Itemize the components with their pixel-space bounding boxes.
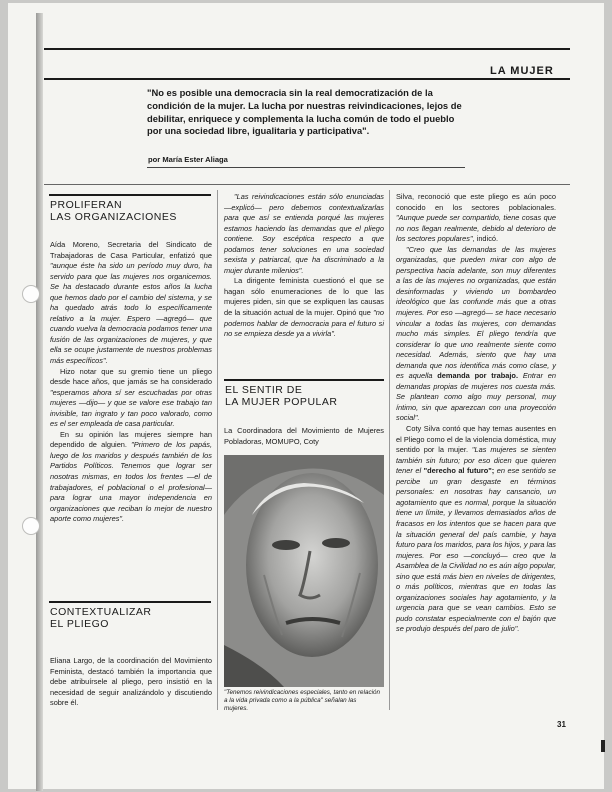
column-3: Silva, reconoció que este pliego es aún poco conocido en los sectores poblacionales. "Aunque puede ser compartido, tiene cosas que no nos llegan realmente, debido al deterioro de los sectores populares", indicó. "Creo que las demandas de las mujeres organizadas, que pueden mirar con algo de perspectiva hacia adelante, son muy diferentes a las de las mujeres no organizadas, que están desinformadas y viviendo un bombardeo ideológico que las confunde más que a otras mujeres. Por eso —agregó— se hace necesario vincular a todas las mujeres, con demandas mucho más simples. El pliego tendría que considerar lo que uno realmente siente como necesidad. Además, siento que hay una demanda que nos identifica más como clase, y es aquella demanda por trabajo. Entrar en demandas propias de mujeres nos cuesta más. Se plantean como algo muy personal, muy íntimo, sin que aparezcan con una proyección social". Coty Silva contó que hay temas ausentes en el Pliego como el de la violencia doméstica, muy sentido por la mujer. "Las mujeres se sienten también sin futuro; por eso dicen que quieren tener el "derecho al futuro"; en ese sentido se percibe un gran desgaste en términos personales: en nosotras hay cansancio, un agotamiento que es normal, porque la situación tiene un límite, y llevamos demasiados años de fracasos en los intentos que se hacen para que la situación general del país cambie, y haya futuro para los maridos, para los hijos, y para las mujeres. Por eso —concluyó— creo que la Asamblea de la Civilidad no es aún algo popular, sino que está más bien en niveles de dirigentes, o más políticos, mientras que en todas las organizaciones sociales hay agotamiento, y la urgencia para que se vean cambios. Esto se pudo constatar especialmente con el bajón que se produjo después del paro de julio". — [396, 192, 557, 634]
column-divider — [389, 190, 390, 710]
column-2: "Las reivindicaciones están sólo enunciadas —explicó— pero debemos contextualizarlas para que así se entienda porqué las mujeres estamos haciendo las demandas que el pliego contiene. Soy escéptica respecto a que podamos tener soluciones en una sociedad sexista y patriarcal, que ha discriminado a la mujer durante milenios". La dirigente feminista cuestionó el que se hagan sólo enumeraciones de lo que las mujeres piden, sin que se expliquen las causas de la situación actual de la mujer. Opinó que "no podemos hablar de democracia para el futuro si no se empieza desde ya a vivirla". — [224, 192, 384, 339]
byline-rule — [147, 167, 465, 168]
heading-rule — [49, 194, 211, 196]
column-divider — [217, 190, 218, 710]
divider — [44, 184, 570, 185]
heading-rule — [224, 379, 384, 381]
edge-mark — [601, 740, 605, 752]
punch-hole — [22, 285, 40, 303]
column-2-continued: La Coordinadora del Movimiento de Mujeres Pobladoras, MOMUPO, Coty — [224, 426, 384, 446]
section-rule — [44, 78, 570, 80]
punch-hole — [22, 517, 40, 535]
byline: por María Ester Aliaga — [148, 155, 228, 164]
heading-el-sentir: EL SENTIR DE LA MUJER POPULAR — [225, 384, 338, 408]
binding-spine — [36, 13, 43, 791]
heading-proliferan: PROLIFERAN LAS ORGANIZACIONES — [50, 199, 177, 223]
heading-rule — [49, 601, 211, 603]
column-1-continued: Eliana Largo, de la coordinación del Movimiento Feminista, destacó también la importancia que debe atribuírsele al pliego, pero insistió en la necesidad de seguir analizándolo y discutiendo sobre él. — [50, 656, 212, 708]
heading-contextualizar: CONTEXTUALIZAR EL PLIEGO — [50, 606, 152, 630]
page-number: 31 — [557, 720, 566, 729]
pull-quote: "No es posible una democracia sin la real democratización de la condición de la mujer. La lucha por nuestras reivindicaciones, lejos de debilitar, enriquece y complementa la lucha común de todo el pueblo por una sociedad libre, igualitaria y participativa". — [147, 87, 462, 137]
portrait-photo — [224, 455, 384, 687]
photo-caption: "Tenemos reivindicaciones especiales, tanto en relación a la vida privada como a la pública" señalan las mujeres. — [224, 689, 381, 712]
column-1: Aída Moreno, Secretaria del Sindicato de Trabajadoras de Casa Particular, enfatizó que "aunque éste ha sido un período muy duro, ha servido para que las mujeres nos organicemos. Se ha destacado durante estos años la lucha que hemos dado por el cambio del sistema, y se ha quedado atrás todo lo específicamente relativo a la mujer. Espero —agregó— que cuando vuelva la democracia podamos tener una fusión de las organizaciones de mujeres, y que ella se ocupe justamente de nuestros problemas más específicos". Hizo notar que su gremio tiene un pliego desde hace años, que jamás se ha considerado "esperamos ahora sí ser escuchadas por otras mujeres —dijo— y que se valore ese trabajo tan invisible, tan ingrato y tan poco valorado, como es el ser empleada de casa particular. En su opinión las mujeres siempre han dependido de alguien. "Primero de los papás, luego de los maridos y después también de los Partidos Políticos. Tenemos que lograr ser nosotras mismas, en todos los frentes —el de trabajadores, el poblacional o el profesional— para lograr una mayor independencia en organizaciones que reciban lo mejor de nuestro aporte como mujeres". — [50, 240, 212, 524]
section-label: LA MUJER — [490, 65, 554, 77]
top-rule — [44, 48, 570, 50]
